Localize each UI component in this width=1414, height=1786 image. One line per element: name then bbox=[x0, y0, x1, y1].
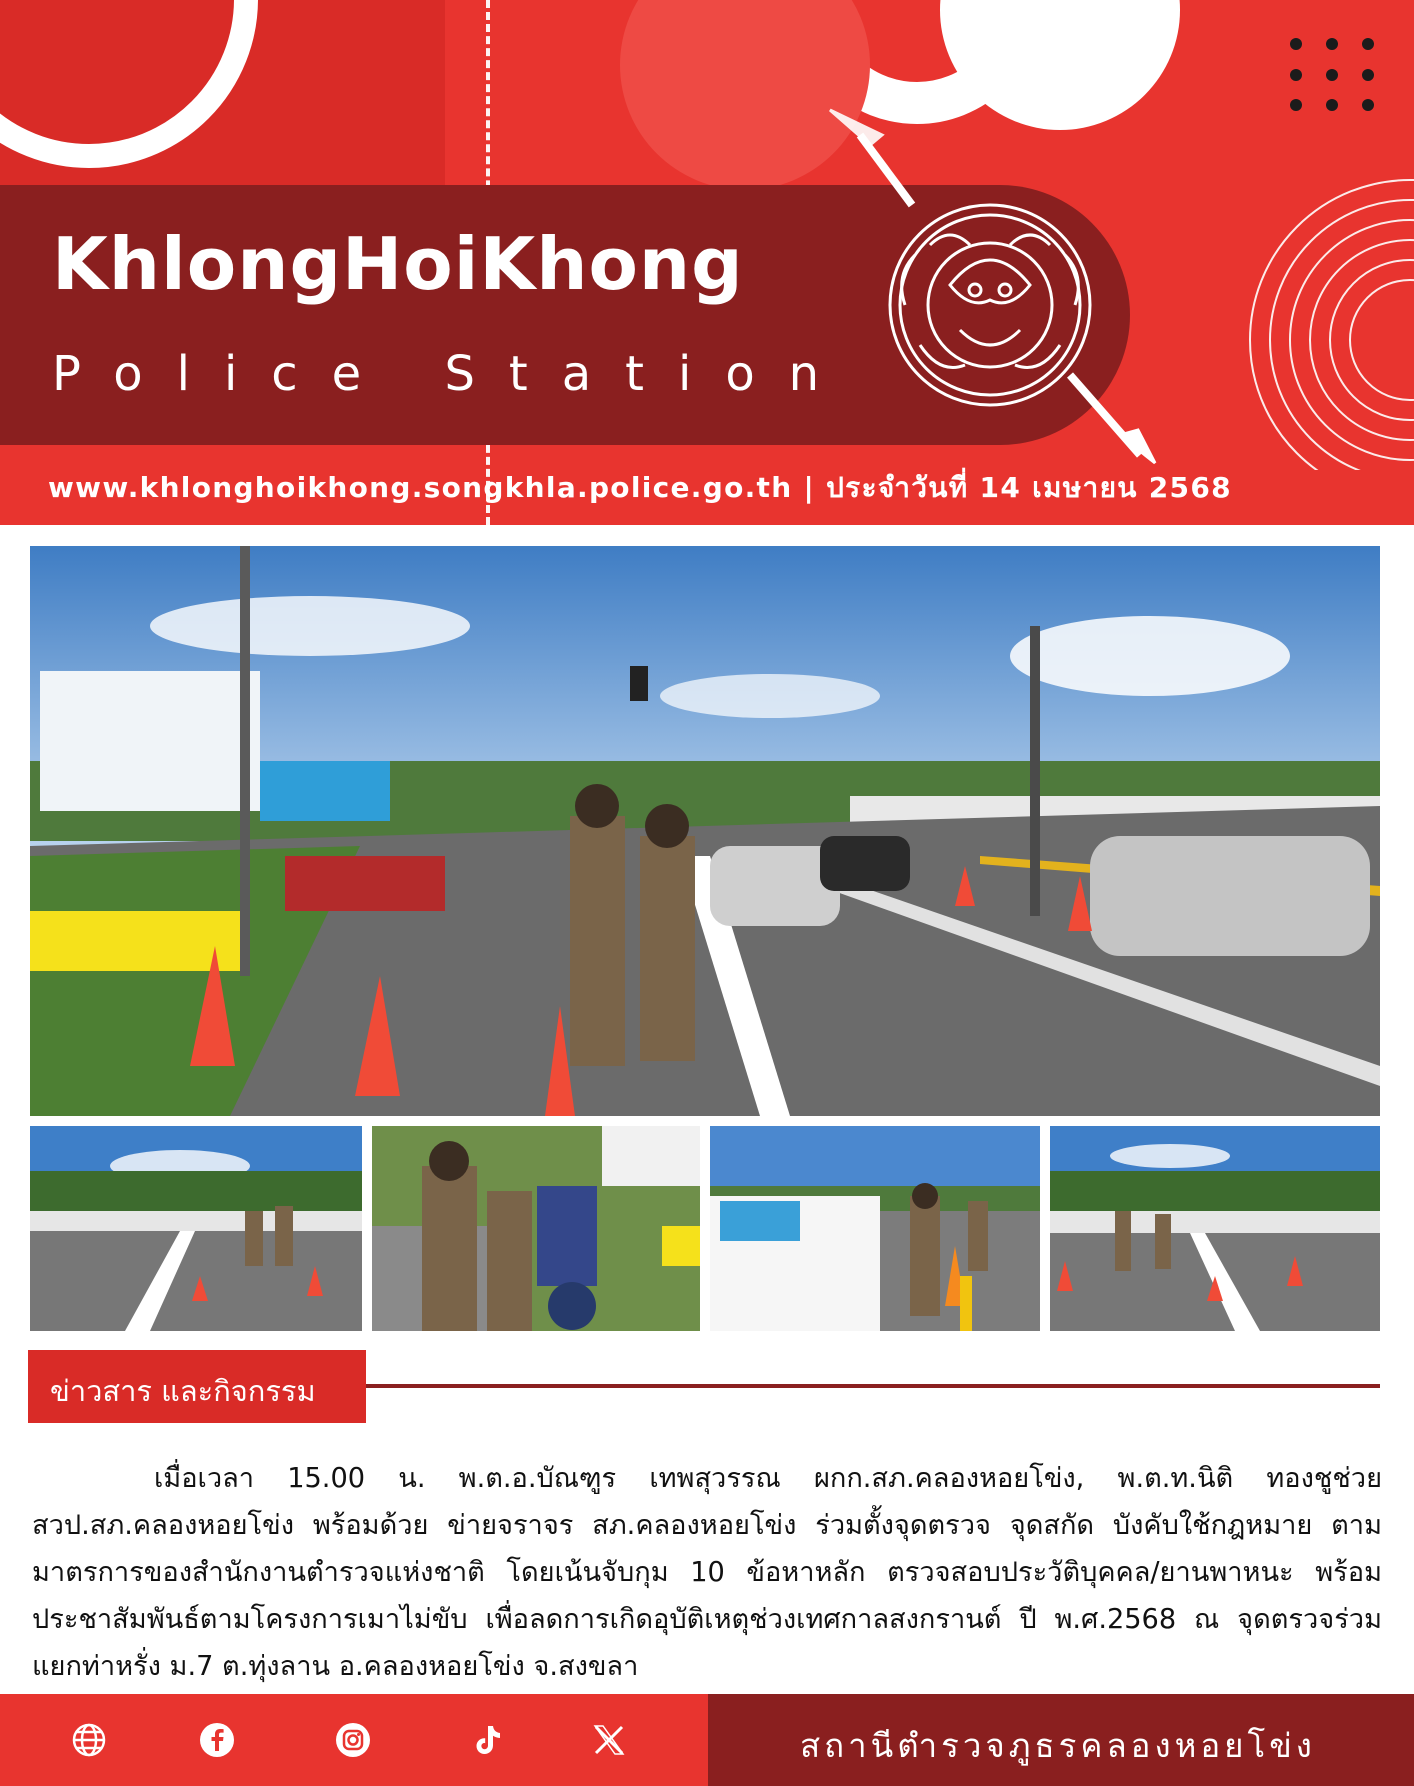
section-divider bbox=[366, 1384, 1380, 1388]
header-banner bbox=[0, 0, 1414, 525]
station-title: KhlongHoiKhong bbox=[52, 222, 744, 306]
police-seal-logo bbox=[820, 95, 1160, 465]
website-date-line: www.khlonghoikhong.songkhla.police.go.th | ประจำวันที่ 14 เมษายน 2568 bbox=[48, 471, 1232, 504]
x-icon[interactable] bbox=[590, 1721, 628, 1759]
thumbnail-photo-4 bbox=[1050, 1126, 1380, 1331]
main-photo bbox=[30, 546, 1380, 1116]
instagram-icon[interactable] bbox=[334, 1721, 372, 1759]
decor-arc-lines bbox=[1180, 140, 1414, 470]
facebook-icon[interactable] bbox=[198, 1721, 236, 1759]
station-subtitle: Police Station bbox=[52, 346, 854, 402]
thumbnail-photo-2 bbox=[372, 1126, 700, 1331]
organization-name: สถานีตำรวจภูธรคลองหอยโข่ง bbox=[800, 1726, 1316, 1765]
section-heading-tab bbox=[28, 1350, 366, 1423]
thumbnail-photo-1 bbox=[30, 1126, 362, 1331]
article-text: เมื่อเวลา 15.00 น. พ.ต.อ.บัณฑูร เทพสุวรรณ ผกก.สภ.คลองหอยโข่ง, พ.ต.ท.นิติ ทองชูช่วย สวป.สภ.คลองหอยโข่ง พร้อมด้วย ข่ายจราจร สภ.คลองหอยโข่ง ร่วมตั้งจุดตรวจ จุดสกัด บังคับใช้กฎหมาย ตามมาตรการของสำนักงานตำรวจแห่งชาติ โดยเน้นจับกุม 10 ข้อหาหลัก ตรวจสอบประวัติบุคคล/ยานพาหนะ พร้อมประชาสัมพันธ์ตามโครงการเมาไม่ขับ เพื่อลดการเกิดอุบัติเหตุช่วงเทศกาลสงกรานต์ ปี พ.ศ.2568 ณ จุดตรวจร่วมแยกท่าหรั่ง ม.7 ต.ทุ่งลาน อ.คลองหอยโข่ง จ.สงขลา bbox=[32, 1463, 1382, 1682]
section-heading: ข่าวสาร และกิจกรรม bbox=[50, 1374, 316, 1408]
thumbnail-photo-3 bbox=[710, 1126, 1040, 1331]
decor-dots bbox=[1290, 38, 1382, 118]
globe-icon[interactable] bbox=[70, 1721, 108, 1759]
tiktok-icon[interactable] bbox=[468, 1721, 506, 1759]
footer-bar bbox=[0, 1694, 1414, 1786]
